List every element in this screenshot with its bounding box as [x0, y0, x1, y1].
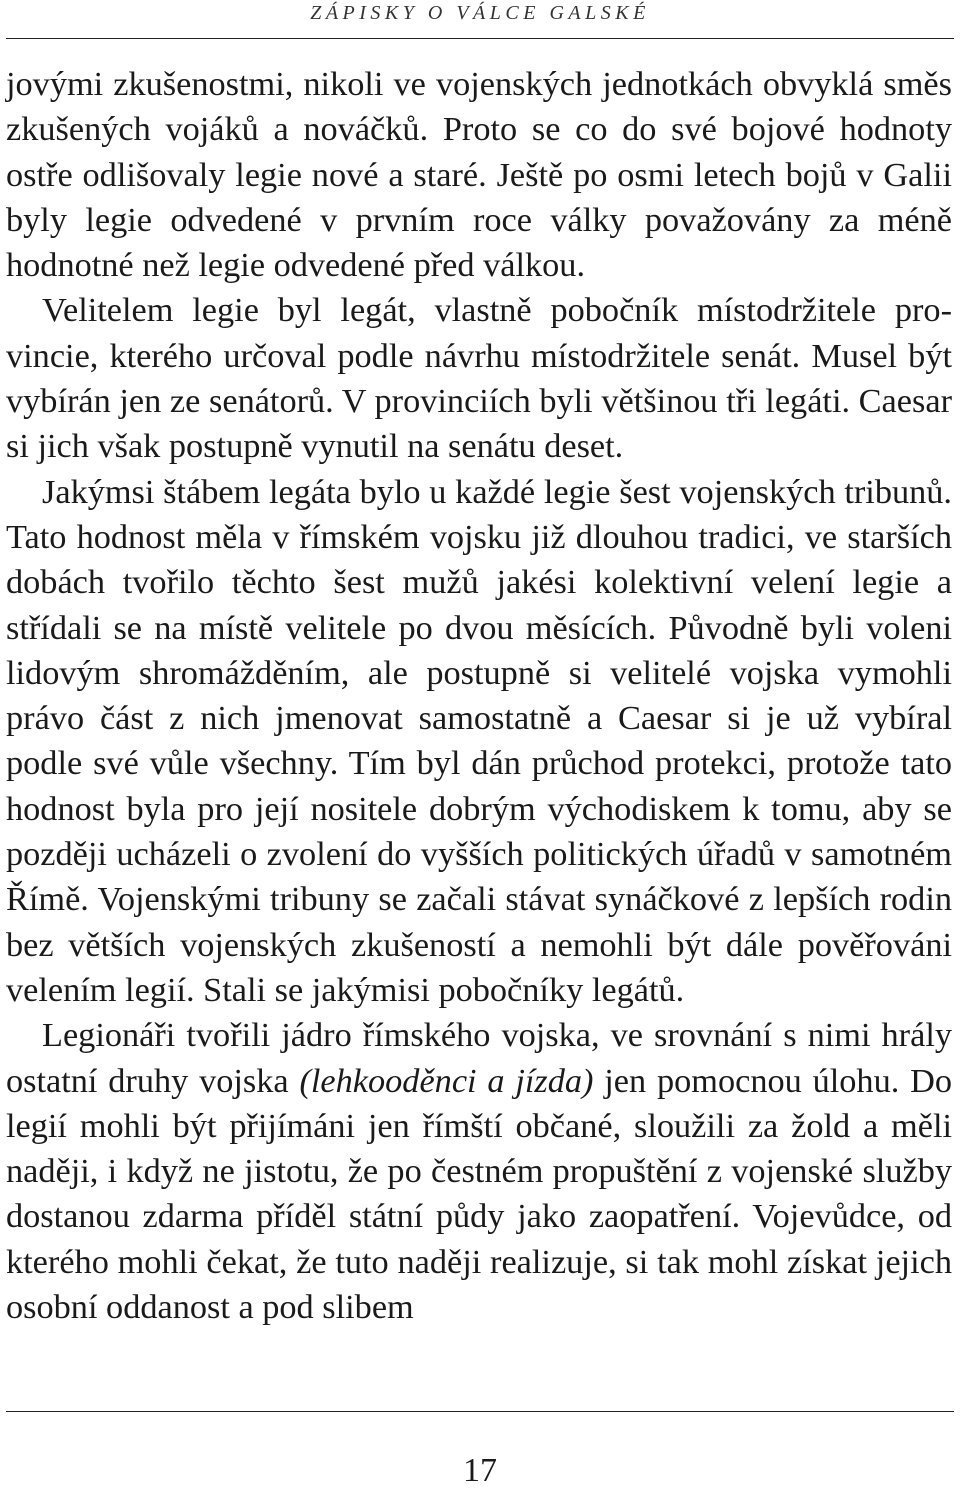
paragraph-text: Legionáři tvořili jádro římského vojska, ve srovnání s nimi hrály ostatní druhy vojska [6, 1016, 952, 1100]
paragraph-text: jovými zkušenostmi, nikoli ve vojenských jednotkách obvyklá směs zkušených vojáků a nováčků. Proto se co do své bojové hodnoty ostře odlišovaly legie nové a staré. Ještě po osmi letech bojů v Galii byly legie odvedené v prvním roce války považovány za méně hodnotné než legie odvedené před válkou. [6, 65, 952, 285]
body-text [6, 62, 952, 1330]
paragraph [6, 1013, 952, 1330]
running-head: ZÁPISKY O VÁLCE GALSKÉ [310, 2, 650, 24]
paragraph [6, 288, 952, 469]
paragraph [6, 470, 952, 1014]
page-number: 17 [463, 1452, 497, 1489]
paragraph-text: Velitelem legie byl legát, vlastně pobočník místodržitele provincie, kterého určoval podle návrhu místodržitele senát. Musel být vybírán jen ze senátorů. V provinciích byli většinou tři legáti. Caesar si jich však postupně vynutil na senátu deset. [6, 291, 952, 466]
italic-text: (lehkooděnci a jízda) [299, 1061, 594, 1100]
paragraph [6, 62, 952, 288]
paragraph-text: Jakýmsi štábem legáta bylo u každé legie šest vojenských tribunů. Tato hodnost měla v římském vojsku již dlouhou tradici, ve starších dobách tvořilo těchto šest mužů jakési kolektivní velení legie a střídali se na místě velitele po dvou měsících. Původně byli voleni lidovým shromážděním, ale postupně si velitelé vojska vymohli právo část z nich jmenovat samostatně a Caesar si je už vybíral podle své vůle všechny. Tím byl dán průchod protekci, protože tato hodnost byla pro její nositele dobrým východiskem k tomu, aby se později ucházeli o zvolení do vyšších politických úřadů v samotném Římě. Vojenskými tribuny se začali stávat synáčkové z lepších rodin bez větších vojenských zkušeností a nemohli být dále pověřováni velením legií. Stali se jakýmisi pobočníky legátů. [6, 472, 952, 1009]
header-rule [6, 38, 954, 39]
paragraph-text: jen pomocnou úlohu. Do legií mohli být přijímáni jen římští občané, sloužili za žold a měli naději, i když ne jistotu, že po čestném propuštění z vojenské služby dostanou zdarma příděl státní půdy jako zaopatření. Vojevůdce, od kterého mohli čekat, že tuto naději realizuje, si tak mohl získat jejich osobní oddanost a pod slibem [6, 1061, 953, 1327]
footer-rule [6, 1411, 954, 1412]
